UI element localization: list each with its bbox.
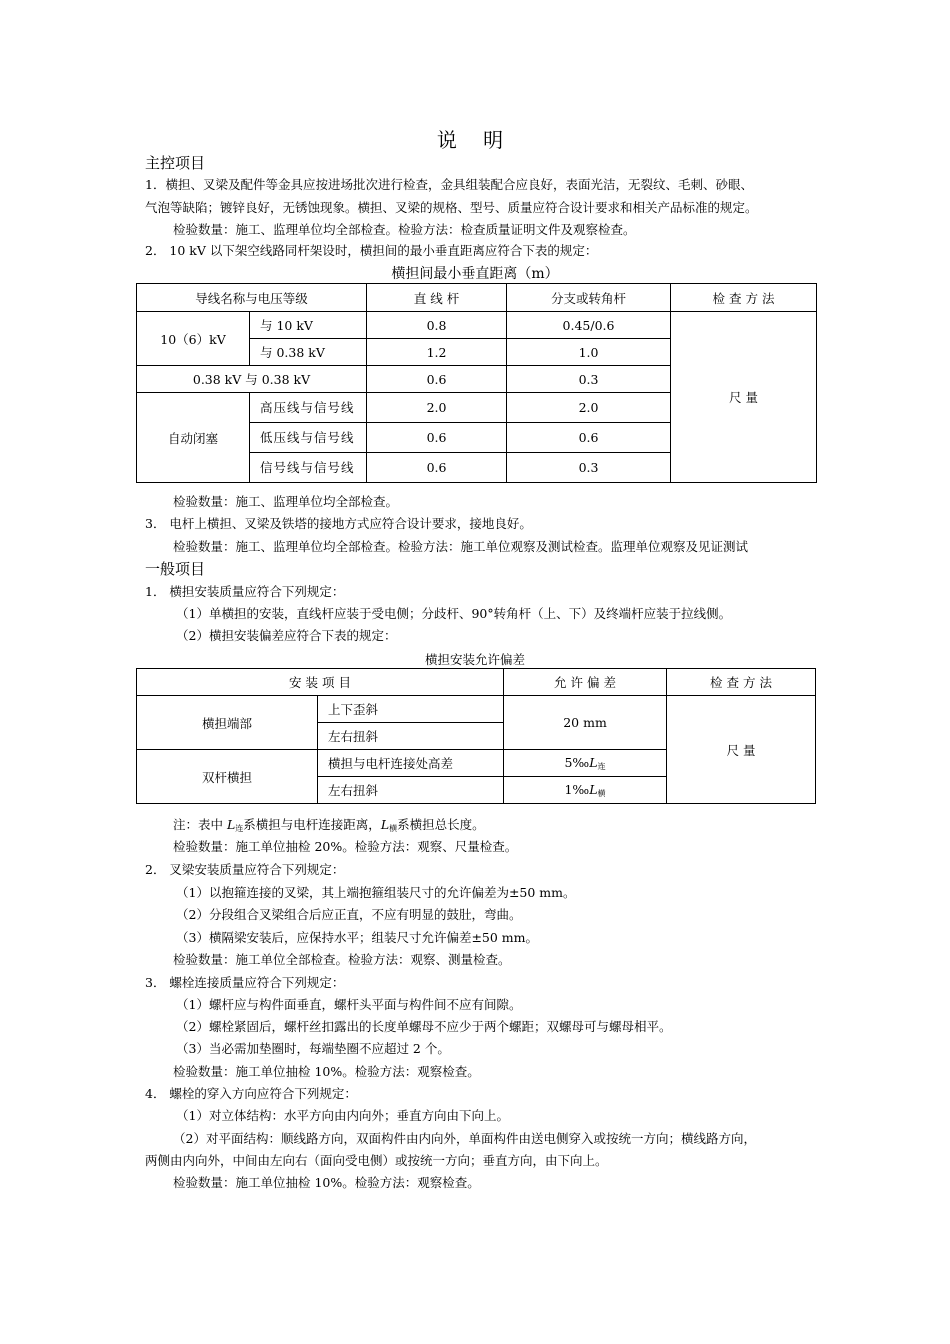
main-item-2: 2． 10 kV 以下架空线路同杆架设时，横担间的最小垂直距离应符合下表的规定：: [145, 243, 598, 258]
table2-tolerance-20mm: 20 mm: [504, 696, 667, 750]
main-item-1-line-2: 气泡等缺陷；镀锌良好，无锈蚀现象。横担、叉梁的规格、型号、质量应符合设计要求和相关产品标准的规定。: [145, 200, 758, 215]
table1-cell: 1.2: [367, 339, 507, 366]
table1-cell: 2.0: [507, 393, 671, 423]
main-item-3: 3． 电杆上横担、叉梁及铁塔的接地方式应符合设计要求，接地良好。: [145, 516, 532, 531]
table2-header-item: 安 装 项 目: [137, 669, 504, 696]
table1-cell: 2.0: [367, 393, 507, 423]
general-item-4: 4． 螺栓的穿入方向应符合下列规定：: [145, 1086, 357, 1101]
general-item-4-check: 检验数量：施工单位抽检 10%。检验方法：观察检查。: [173, 1175, 480, 1190]
general-item-1: 1． 横担安装质量应符合下列规定：: [145, 584, 345, 599]
page-title: 说 明: [436, 128, 514, 152]
table2-sub-label: 左右扭斜: [318, 723, 504, 750]
table1-cell: 0.6: [367, 423, 507, 453]
table1-method: 尺 量: [671, 312, 817, 483]
general-item-3: 3． 螺栓连接质量应符合下列规定：: [145, 975, 345, 990]
table-crossarm-tolerance: [136, 668, 816, 804]
table2-header-tolerance: 允 许 偏 差: [504, 669, 667, 696]
main-item-1-check: 检验数量：施工、监理单位均全部检查。检验方法：检查质量证明文件及观察检查。: [173, 222, 636, 237]
table1-sub-label: 与 10 kV: [250, 312, 367, 339]
table2-caption: 横担安装允许偏差: [424, 652, 525, 667]
table1-sub-label: 与 0.38 kV: [250, 339, 367, 366]
table2-tolerance-5permil: $5‰L_连$: [504, 750, 667, 777]
table1-header-method: 检 查 方 法: [671, 284, 817, 312]
general-item-2: 2． 叉梁安装质量应符合下列规定：: [145, 862, 345, 877]
table1-caption: 横担间最小垂直距离（m）: [391, 266, 559, 282]
main-item-1-line-1: 1．横担、叉梁及配件等金具应按进场批次进行检查，金具组装配合应良好，表面光洁，无裂纹、毛刺、砂眼、: [145, 177, 753, 192]
table1-group-auto-block: 自动闭塞: [137, 393, 250, 483]
table1-cell: 0.6: [507, 423, 671, 453]
table1-cell: 0.6: [367, 453, 507, 483]
table1-row-label: 0.38 kV 与 0.38 kV: [137, 366, 367, 393]
general-item-2-1: （1）以抱箍连接的叉梁，其上端抱箍组装尺寸的允许偏差为±50 mm。: [176, 885, 576, 900]
general-item-3-check: 检验数量：施工单位抽检 10%。检验方法：观察检查。: [173, 1064, 480, 1079]
table1-sub-label: 低压线与信号线: [250, 423, 367, 453]
general-item-1-2: （2）横担安装偏差应符合下表的规定：: [176, 628, 397, 643]
main-item-2-check: 检验数量：施工、监理单位均全部检查。: [173, 494, 399, 509]
table1-header-straight: 直 线 杆: [367, 284, 507, 312]
table1-header-branch: 分支或转角杆: [507, 284, 671, 312]
table2-header-method: 检 查 方 法: [667, 669, 816, 696]
table1-cell: 0.8: [367, 312, 507, 339]
table2-note: 注：表中 $L_连$系横担与电杆连接距离，$L_横$系横担总长度。: [173, 817, 485, 833]
general-item-2-3: （3）横隔梁安装后，应保持水平；组装尺寸允许偏差±50 mm。: [176, 930, 539, 945]
table1-sub-label: 信号线与信号线: [250, 453, 367, 483]
table1-group-10kv: 10（6）kV: [137, 312, 250, 366]
table-min-vertical-distance: [136, 283, 817, 483]
table1-sub-label: 高压线与信号线: [250, 393, 367, 423]
table2-sub-label: 横担与电杆连接处高差: [318, 750, 504, 777]
general-item-3-2: （2）螺栓紧固后，螺杆丝扣露出的长度单螺母不应少于两个螺距；双螺母可与螺母相平。: [176, 1019, 672, 1034]
table1-cell: 0.6: [367, 366, 507, 393]
general-item-2-check: 检验数量：施工单位全部检查。检验方法：观察、测量检查。: [173, 952, 511, 967]
table2-tolerance-1permil: $1‰L_横$: [504, 777, 667, 804]
table1-cell: 1.0: [507, 339, 671, 366]
general-item-1-1: （1）单横担的安装，直线杆应装于受电侧；分歧杆、90°转角杆（上、下）及终端杆应装于拉线侧。: [176, 606, 732, 621]
general-item-4-2-line-1: （2）对平面结构：顺线路方向，双面构件由内向外，单面构件由送电侧穿入或按统一方向；横线路方向，: [173, 1131, 756, 1146]
table2-group-double-pole: 双杆横担: [137, 750, 318, 804]
general-item-3-1: （1）螺杆应与构件面垂直，螺杆头平面与构件间不应有间隙。: [176, 997, 522, 1012]
table1-header-conductor: 导线名称与电压等级: [137, 284, 367, 312]
main-heading: 主控项目: [145, 154, 206, 172]
general-item-3-3: （3）当必需加垫圈时，每端垫圈不应超过 2 个。: [176, 1041, 450, 1056]
table1-cell: 0.3: [507, 453, 671, 483]
table2-sub-label: 上下歪斜: [318, 696, 504, 723]
general-item-4-1: （1）对立体结构：水平方向由内向外；垂直方向由下向上。: [176, 1108, 509, 1123]
general-heading: 一般项目: [145, 560, 206, 578]
table2-sub-label: 左右扭斜: [318, 777, 504, 804]
table2-group-crossarm-end: 横担端部: [137, 696, 318, 750]
table1-cell: 0.45/0.6: [507, 312, 671, 339]
main-item-3-check: 检验数量：施工、监理单位均全部检查。检验方法：施工单位观察及测试检查。监理单位观察及见证测试: [173, 539, 749, 554]
table1-cell: 0.3: [507, 366, 671, 393]
general-item-2-2: （2）分段组合叉梁组合后应正直，不应有明显的鼓肚，弯曲。: [176, 907, 522, 922]
table2-method: 尺 量: [667, 696, 816, 804]
general-item-4-2-line-2: 两侧由内向外，中间由左向右（面向受电侧）或按统一方向；垂直方向，由下向上。: [145, 1153, 608, 1168]
general-item-1-check: 检验数量：施工单位抽检 20%。检验方法：观察、尺量检查。: [173, 839, 518, 854]
